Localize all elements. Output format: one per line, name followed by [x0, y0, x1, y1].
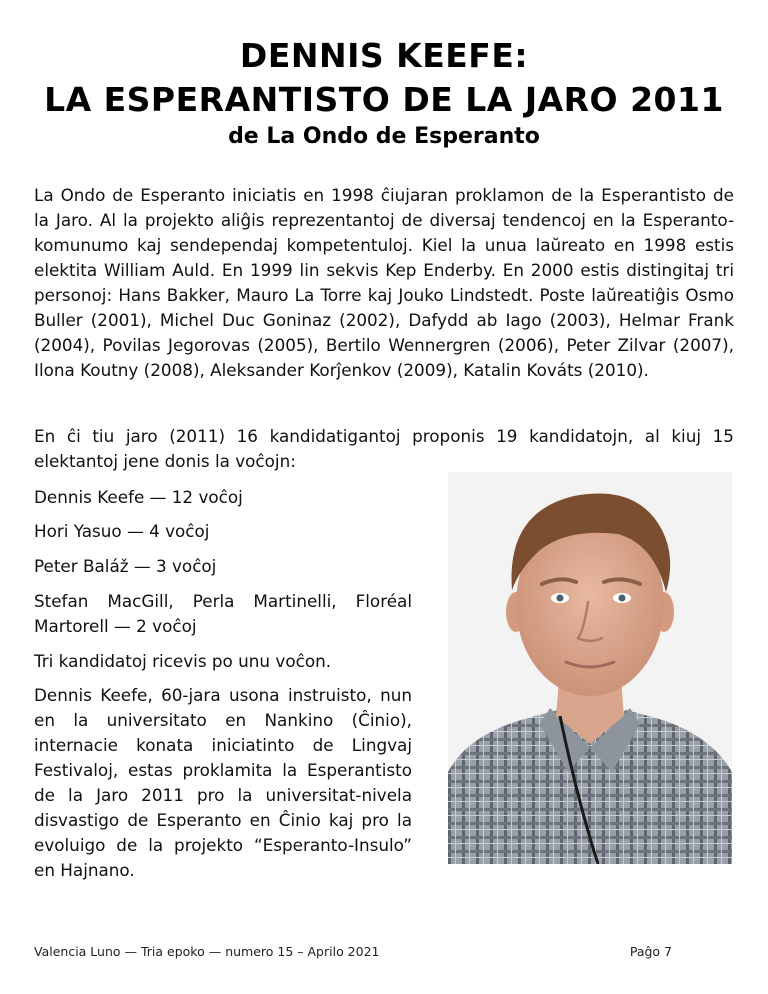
vote-line-balaz: Peter Baláž — 3 voĉoj [34, 556, 217, 576]
keefe-bio-paragraph: Dennis Keefe, 60-jara usona instruisto, nun en la universitato en Nankino (Ĉinio), internacie konata iniciatinto de Lingvaj Festivaloj, estas proklamita la Esperantisto de la Jaro 2011 pro la universitat-nivela disvastigo de Esperanto en Ĉinio kaj pro la evoluigo de la projekto “Esperanto-Insulo” en Hajnano. [34, 685, 412, 880]
vote-intro-paragraph: En ĉi tiu jaro (2011) 16 kandidatigantoj proponis 19 kandidatojn, al kiuj 15 elektantoj jene donis la voĉojn: [34, 426, 734, 471]
page-title-line-1: DENNIS KEEFE: [239, 36, 529, 75]
intro-paragraph: La Ondo de Esperanto iniciatis en 1998 ĉiujaran proklamon de la Esperantisto de la Jaro. Al la projekto aliĝis reprezentantoj de diversaj tendencoj en la Esperanto-komunumo kaj sendependaj kompetentuloj. Kiel la unua laŭreato en 1998 estis elektita William Auld. En 1999 lin sekvis Kep Enderby. En 2000 estis distingitaj tri personoj: Hans Bakker, Mauro La Torre kaj Jouko Lindstedt. Poste laŭreatiĝis Osmo Buller (2001), Michel Duc Goninaz (2002), Dafydd ab Iago (2003), Helmar Frank (2004), Povilas Jegorovas (2005), Bertilo Wennergren (2006), Peter Zilvar (2007), Ilona Koutny (2008), Aleksander Korĵenkov (2009), Katalin Kováts (2010). [34, 185, 734, 380]
footer-publication: Valencia Luno — Tria epoko — numero 15 – Aprilo 2021 [34, 944, 380, 959]
footer-page-number: Paĝo 7 [629, 944, 672, 959]
page-title-line-2: LA ESPERANTISTO DE LA JARO 2011 [44, 80, 724, 119]
single-votes-line: Tri kandidatoj ricevis po unu voĉon. [34, 651, 332, 671]
vote-line-keefe: Dennis Keefe — 12 voĉoj [34, 487, 243, 507]
vote-line-others: Stefan MacGill, Perla Martinelli, Floréal Martorell — 2 voĉoj [34, 591, 412, 636]
portrait-photo [448, 472, 732, 864]
vote-line-hori: Hori Yasuo — 4 voĉoj [34, 521, 210, 541]
portrait-illustration [448, 472, 732, 864]
page-subtitle: de La Ondo de Esperanto [228, 124, 540, 149]
